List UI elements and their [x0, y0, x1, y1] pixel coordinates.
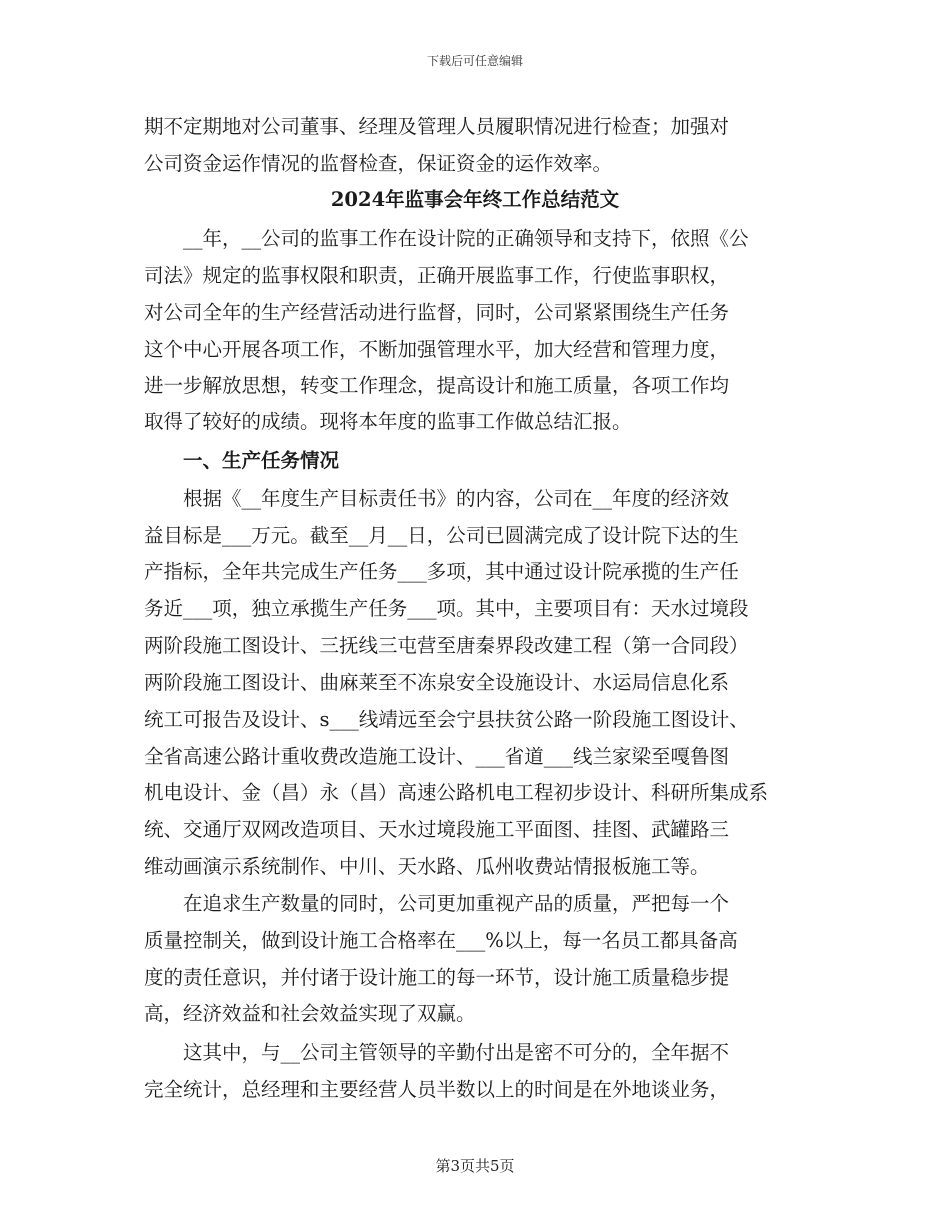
text-line: 益目标是___万元。截至__月__日，公司已圆满完成了设计院下达的生	[144, 524, 739, 547]
text-line: 根据《__年度生产目标责任书》的内容，公司在__年度的经济效	[183, 487, 730, 510]
text-line: 产指标，全年共完成生产任务___多项，其中通过设计院承揽的生产任	[144, 560, 739, 583]
text-line: 质量控制关，做到设计施工合格率在___%以上，每一名员工都具备高	[144, 929, 738, 952]
text-line: 机电设计、金（昌）永（昌）高速公路机电工程初步设计、科研所集成系	[144, 781, 769, 804]
text-line: 对公司全年的生产经营活动进行监督，同时，公司紧紧围绕生产任务	[144, 301, 730, 324]
text-line: 统、交通厅双网改造项目、天水过境段施工平面图、挂图、武罐路三	[144, 818, 730, 841]
text-line: 这个中心开展各项工作，不断加强管理水平，加大经营和管理力度，	[144, 338, 730, 361]
text-line: 期不定期地对公司董事、经理及管理人员履职情况进行检查；加强对	[144, 115, 730, 138]
text-line: 务近___项，独立承揽生产任务___项。其中，主要项目有：天水过境段	[144, 597, 749, 620]
document-title: 2024年监事会年终工作总结范文	[330, 188, 620, 211]
text-line: 司法》规定的监事权限和职责，正确开展监事工作，行使监事职权，	[144, 264, 730, 287]
text-line: 公司资金运作情况的监督检查，保证资金的运作效率。	[144, 152, 613, 175]
text-line: 度的责任意识，并付诸于设计施工的每一环节，设计施工质量稳步提	[144, 966, 730, 989]
text-line: 取得了较好的成绩。现将本年度的监事工作做总结汇报。	[144, 410, 632, 433]
page-header: 下载后可任意编辑	[426, 54, 523, 68]
text-line: 全省高速公路计重收费改造施工设计、___省道___线兰家梁至嘎鲁图	[144, 745, 730, 768]
section-heading: 一、生产任务情况	[183, 449, 340, 472]
text-line: 在追求生产数量的同时，公司更加重视产品的质量，严把每一个	[183, 892, 730, 915]
text-line: 两阶段施工图设计、曲麻莱至不冻泉安全设施设计、水运局信息化系	[144, 671, 730, 694]
text-line: 两阶段施工图设计、三抚线三屯营至唐秦界段改建工程（第一合同段）	[144, 634, 749, 657]
text-line: 进一步解放思想，转变工作理念，提高设计和施工质量，各项工作均	[144, 374, 730, 397]
text-line: 维动画演示系统制作、中川、天水路、瓜州收费站情报板施工等。	[144, 855, 710, 878]
text-line: 统工可报告及设计、s___线靖远至会宁县扶贫公路一阶段施工图设计、	[144, 708, 749, 731]
text-line: __年，__公司的监事工作在设计院的正确领导和支持下，依照《公	[183, 227, 749, 250]
page-footer: 第3页共5页	[435, 1157, 515, 1175]
text-line: 完全统计，总经理和主要经营人员半数以上的时间是在外地谈业务，	[144, 1078, 730, 1101]
text-line: 这其中，与__公司主管领导的辛勤付出是密不可分的，全年据不	[183, 1041, 730, 1064]
text-line: 高，经济效益和社会效益实现了双赢。	[144, 1002, 476, 1025]
